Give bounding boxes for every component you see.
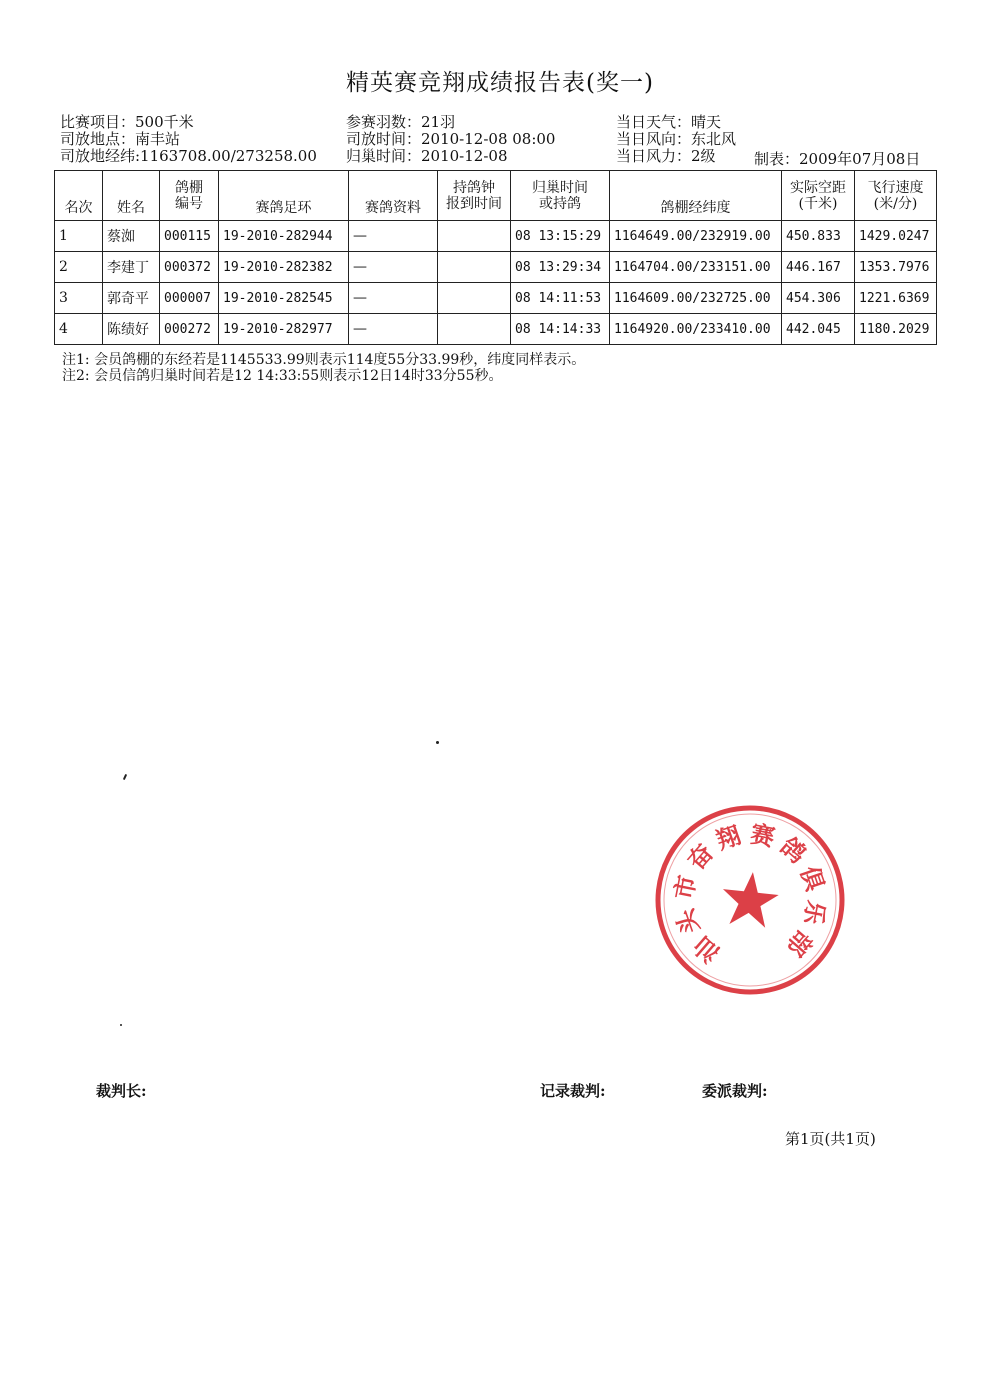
- header-speed-text: 飞行速度 (米/分): [867, 179, 924, 212]
- cell-ring: 19-2010-282382: [219, 252, 349, 283]
- star-icon: [719, 869, 780, 929]
- cell-ring: 19-2010-282977: [219, 314, 349, 345]
- table-row: [55, 314, 937, 345]
- cell-arrival-time: 08 14:11:53: [511, 283, 610, 314]
- race-info-column-3: [616, 114, 736, 165]
- report-title: 精英赛竞翔成绩报告表(奖一): [346, 70, 654, 96]
- record-judge-label: 记录裁判:: [540, 1082, 606, 1100]
- cell-rank: 3: [55, 283, 103, 314]
- table-header-row: [55, 171, 937, 221]
- club-seal-stamp: [650, 800, 850, 1000]
- wind-direction: 当日风向：东北风: [616, 130, 737, 148]
- cell-name: 郭奇平: [103, 283, 160, 314]
- header-arrival-time-text: 归巢时间 或持鸽: [532, 179, 588, 212]
- footnote-1: 注1: 会员鸽棚的东经若是1145533.99则表示114度55分33.99秒，纬度同样表示。: [62, 352, 586, 368]
- release-time: 司放时间：2010-12-08 08:00: [346, 130, 556, 148]
- seal-character: 奋: [681, 838, 719, 876]
- cell-speed: 1353.7976: [855, 252, 937, 283]
- made-date: 制表：2009年07月08日: [754, 150, 921, 168]
- cell-speed: 1429.0247: [855, 221, 937, 252]
- header-arrival-time: [511, 171, 610, 221]
- cell-clock-time: [438, 221, 511, 252]
- release-coordinates: 司放地经纬:1163708.00/273258.00: [60, 147, 317, 165]
- header-name: 姓名: [103, 171, 160, 221]
- cell-clock-time: [438, 252, 511, 283]
- cell-loft-number: 000115: [160, 221, 219, 252]
- scan-speck: [120, 1024, 122, 1026]
- release-location: 司放地点：南丰站: [60, 130, 181, 148]
- chief-judge-label: 裁判长:: [96, 1082, 147, 1100]
- footnotes: [62, 352, 585, 384]
- seal-character: 部: [781, 924, 819, 962]
- cell-ring: 19-2010-282545: [219, 283, 349, 314]
- cell-distance: 450.833: [782, 221, 855, 252]
- seal-character: 鸽: [774, 831, 812, 869]
- scan-speck: [123, 774, 127, 780]
- cell-distance: 442.045: [782, 314, 855, 345]
- weather: 当日天气：晴天: [616, 113, 722, 131]
- seal-graphic: [650, 800, 850, 1000]
- header-loft-number-text: 鸽棚 编号: [175, 179, 203, 212]
- appointed-judge-label: 委派裁判:: [702, 1082, 768, 1100]
- seal-character: 汕: [688, 931, 726, 969]
- cell-loft-number: 000007: [160, 283, 219, 314]
- cell-arrival-time: 08 13:15:29: [511, 221, 610, 252]
- cell-speed: 1221.6369: [855, 283, 937, 314]
- cell-pigeon-info: —: [349, 283, 438, 314]
- header-clock-time-text: 持鸽钟 报到时间: [446, 179, 502, 212]
- cell-rank: 2: [55, 252, 103, 283]
- header-speed: [855, 171, 937, 221]
- cell-loft-coordinates: 1164704.00/233151.00: [610, 252, 782, 283]
- header-distance: [782, 171, 855, 221]
- cell-loft-coordinates: 1164920.00/233410.00: [610, 314, 782, 345]
- return-time: 归巢时间：2010-12-08: [346, 147, 508, 165]
- entry-count: 参赛羽数：21羽: [346, 113, 456, 131]
- header-distance-text: 实际空距 (千米): [790, 179, 846, 212]
- cell-name: 陈绩好: [103, 314, 160, 345]
- header-loft-number: [160, 171, 219, 221]
- cell-loft-number: 000272: [160, 314, 219, 345]
- seal-character: 头: [669, 905, 706, 938]
- cell-loft-coordinates: 1164649.00/232919.00: [610, 221, 782, 252]
- race-info-column-1: [60, 114, 317, 165]
- wind-force: 当日风力：2级: [616, 147, 716, 165]
- cell-pigeon-info: —: [349, 252, 438, 283]
- race-event: 比赛项目：500千米: [60, 113, 194, 131]
- cell-clock-time: [438, 314, 511, 345]
- header-loft-coordinates: 鸽棚经纬度: [610, 171, 782, 221]
- results-table: [54, 170, 937, 345]
- scan-speck: [436, 741, 439, 744]
- cell-loft-number: 000372: [160, 252, 219, 283]
- seal-character: 市: [668, 872, 702, 902]
- header-rank: 名次: [55, 171, 103, 221]
- table-row: [55, 221, 937, 252]
- cell-rank: 1: [55, 221, 103, 252]
- cell-name: 李建丁: [103, 252, 160, 283]
- race-info-column-2: [346, 114, 555, 165]
- header-pigeon-info: 赛鸽资料: [349, 171, 438, 221]
- cell-name: 蔡洳: [103, 221, 160, 252]
- cell-rank: 4: [55, 314, 103, 345]
- table-row: [55, 252, 937, 283]
- cell-arrival-time: 08 14:14:33: [511, 314, 610, 345]
- header-clock-time: [438, 171, 511, 221]
- seal-character: 俱: [794, 862, 831, 895]
- cell-clock-time: [438, 283, 511, 314]
- table-row: [55, 283, 937, 314]
- cell-arrival-time: 08 13:29:34: [511, 252, 610, 283]
- footnote-2: 注2: 会员信鸽归巢时间若是12 14:33:55则表示12日14时33分55秒。: [62, 368, 503, 384]
- seal-character: 翔: [712, 819, 745, 856]
- page-number: 第1页(共1页): [785, 1130, 876, 1148]
- cell-distance: 446.167: [782, 252, 855, 283]
- header-ring: 赛鸽足环: [219, 171, 349, 221]
- seal-character: 乐: [798, 898, 832, 928]
- cell-pigeon-info: —: [349, 221, 438, 252]
- cell-loft-coordinates: 1164609.00/232725.00: [610, 283, 782, 314]
- cell-ring: 19-2010-282944: [219, 221, 349, 252]
- cell-speed: 1180.2029: [855, 314, 937, 345]
- cell-distance: 454.306: [782, 283, 855, 314]
- seal-character: 赛: [748, 818, 778, 852]
- cell-pigeon-info: —: [349, 314, 438, 345]
